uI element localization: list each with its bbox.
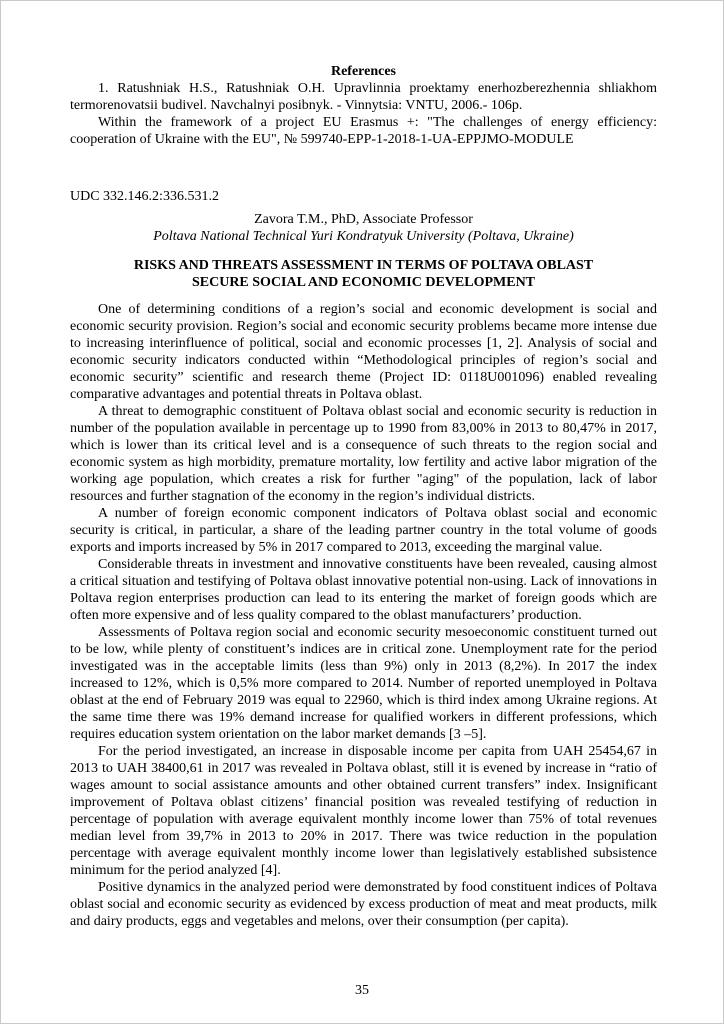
- affiliation-line: Poltava National Technical Yuri Kondratyuk University (Poltava, Ukraine): [153, 229, 574, 244]
- paragraph: A number of foreign economic component indicators of Poltava oblast social and economic security is critical, in particular, a share of the leading partner country in the total volume of goods exports and imports increased by 5% in 2017 compared to 2013, exceeding the marginal value.: [70, 506, 657, 555]
- paragraph: For the period investigated, an increase in disposable income per capita from UAH 25454,67 in 2013 to UAH 38400,61 in 2017 was revealed in Poltava oblast, still it is evened by increase in “ratio of wages amount to social assistance amounts and other obtained current transfers” index. Insignificant improvement of Poltava oblast citizens’ financial position was revealed testifying of reduction in percentage of population with average equivalent monthly income lower than 75% of total revenues median level from 39,7% in 2013 to 20% in 2017. There was twice reduction in the population percentage with average equivalent monthly income lower than legislatively established subsistence minimum for the period analyzed [4].: [70, 744, 657, 878]
- paragraph: A threat to demographic constituent of Poltava oblast social and economic security is reduction in number of the population available in percentage up to 1990 from 83,00% in 2013 to 80,47% in 2017, which is lower than its critical level and is a consequence of such threats to the region social and economic system as high morbidity, premature mortality, low fertility and active labor migration of the working age population, which creates a risk for further "aging" of the population, lack of labor resources and further stagnation of the economy in the region’s individual districts.: [70, 404, 657, 504]
- references-heading: References: [330, 64, 397, 79]
- article-body: [70, 301, 657, 930]
- paragraph: Positive dynamics in the analyzed period were demonstrated by food constituent indices of Poltava oblast social and economic security as evidenced by excess production of meat and meat products, milk and dairy products, eggs and vegetables and melons, over their consumption (per capita).: [70, 880, 657, 929]
- reference-item: Within the framework of a project EU Erasmus +: "The challenges of energy efficiency: cooperation of Ukraine with the EU", № 599740-EPP-1-2018-1-UA-EPPJMO-MODULE: [70, 115, 657, 147]
- article-title: RISKS AND THREATS ASSESSMENT IN TERMS OF POLTAVA OBLAST SECURE SOCIAL AND ECONOMIC DEVELOPMENT: [133, 258, 594, 290]
- udc-code: UDC 332.146.2:336.531.2: [70, 189, 219, 204]
- paragraph: One of determining conditions of a region’s social and economic development is social and economic security provision. Region’s social and economic security problems became more intense due to increasing interinfluence of political, social and economic processes [1, 2]. Analysis of social and economic security indicators conducted within “Methodological principles of region’s social and economic security” scientific and research theme (Project ID: 0118U001096) enabled revealing comparative advantages and potential threats in Poltava oblast.: [70, 302, 657, 402]
- reference-item: 1. Ratushniak H.S., Ratushniak O.H. Upravlinnia proektamy enerhozberezhennia shliakhom termorenovatsii budivel. Navchalnyi posibnyk. - Vinnytsia: VNTU, 2006.- 106p.: [70, 81, 657, 113]
- references-section: [70, 63, 657, 148]
- page-number: 35: [355, 983, 369, 998]
- paragraph: Considerable threats in investment and innovative constituents have been revealed, causing almost a critical situation and testifying of Poltava oblast innovative potential non-using. Lack of innovations in Poltava region enterprises production can lead to its entering the market of foreign goods which are often more expensive and of less quality compared to the oblast manufacturers’ production.: [70, 557, 657, 623]
- paragraph: Assessments of Poltava region social and economic security mesoeconomic constituent turned out to be low, while plenty of constituent’s indices are in critical zone. Unemployment rate for the period investigated was in the acceptable limits (less than 9%) only in 2013 (8,2%). In 2017 the index increased to 12%, which is 0,5% more compared to 2014. Number of reported unemployed in Poltava oblast at the end of February 2019 was equal to 22960, which is third index among Ukraine regions. At the same time there was 19% demand increase for qualified workers in different professions, which requires education system orientation on the labor market demands [3 –5].: [70, 625, 657, 742]
- author-line: Zavora T.M., PhD, Associate Professor: [254, 212, 473, 227]
